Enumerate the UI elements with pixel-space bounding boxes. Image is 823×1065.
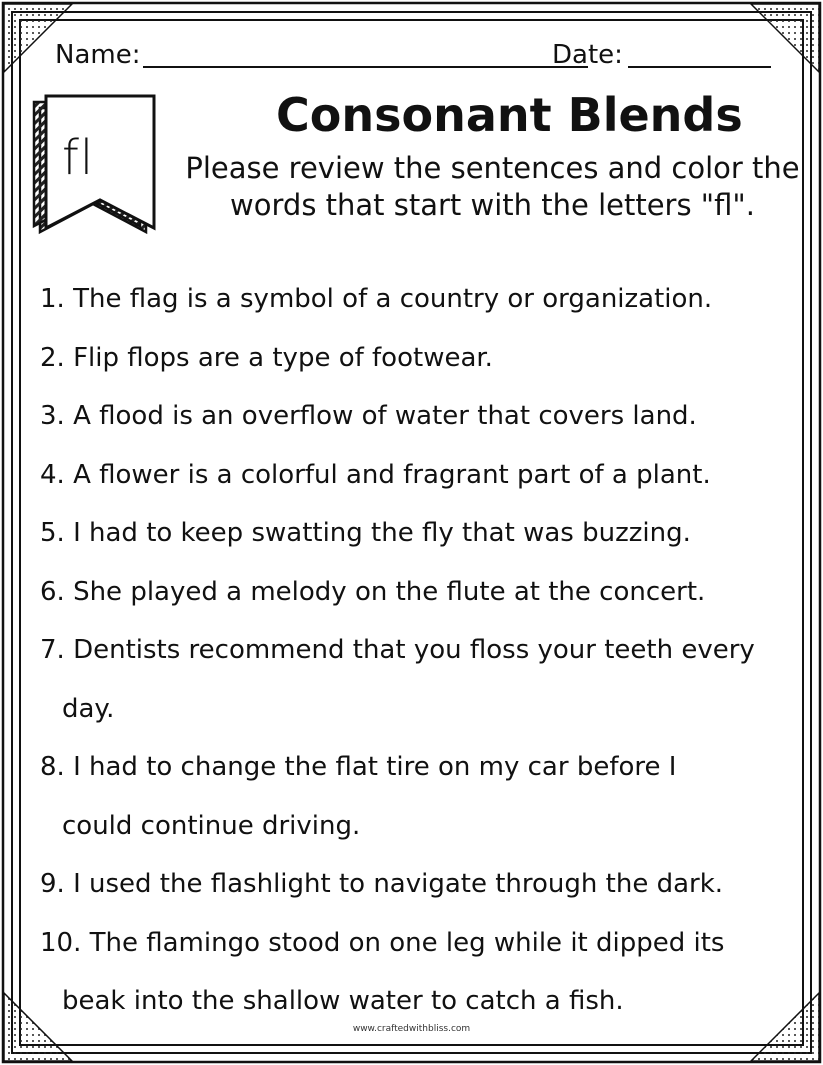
sentence-number: 1.: [40, 284, 65, 314]
sentence-text: A flower is a colorful and fragrant part of a plant.: [73, 459, 711, 490]
sentence-text: I had to keep swatting the fly that was buzzing.: [73, 518, 691, 548]
sentence-text: I had to change the flat tire on my car before I: [73, 752, 677, 782]
sentence-number: 9.: [40, 869, 65, 899]
sentence-item[interactable]: [40, 387, 810, 446]
sentence-text: beak into the shallow water to catch a fish.: [62, 986, 624, 1016]
footer-url: www.craftedwithbliss.com: [352, 1024, 471, 1034]
sentence-number: 8.: [40, 752, 65, 782]
sentence-item[interactable]: [40, 914, 810, 973]
banner-flag-icon: [30, 92, 160, 242]
sentence-item[interactable]: [40, 563, 810, 622]
sentence-item[interactable]: [40, 621, 810, 680]
name-blank-line[interactable]: [143, 66, 588, 68]
sentence-number: 5.: [40, 518, 65, 548]
sentence-text: The flag is a symbol of a country or organization.: [73, 284, 713, 314]
sentence-text: could continue driving.: [62, 810, 361, 841]
sentence-number: 2.: [40, 342, 65, 373]
sentence-number: 10.: [40, 927, 82, 958]
date-blank-line[interactable]: [628, 66, 771, 68]
sentence-number: 7.: [40, 635, 65, 665]
sentence-item[interactable]: [40, 855, 810, 914]
date-label: Date:: [552, 40, 623, 70]
header-fields: [55, 40, 770, 76]
sentence-text: Flip flops are a type of footwear.: [73, 342, 493, 373]
sentence-text: day.: [62, 693, 115, 724]
sentence-list: [40, 270, 810, 1031]
sentence-item[interactable]: [40, 270, 810, 329]
sentence-text: Dentists recommend that you floss your teeth every: [73, 635, 755, 665]
sentence-item[interactable]: [40, 446, 810, 505]
sentence-item[interactable]: [40, 329, 810, 388]
instructions: Please review the sentences and color the words that start with the letters "fl".: [185, 151, 800, 222]
sentence-continuation[interactable]: [40, 972, 810, 1031]
name-label: Name:: [55, 40, 141, 70]
badge-letters: fl: [62, 130, 95, 186]
sentence-item[interactable]: [40, 738, 810, 797]
page-title: Consonant Blends: [276, 88, 743, 142]
sentence-number: 3.: [40, 401, 65, 431]
sentence-continuation[interactable]: [40, 797, 810, 856]
sentence-text: The flamingo stood on one leg while it dipped its: [89, 927, 725, 958]
sentence-text: She played a melody on the flute at the concert.: [73, 576, 706, 607]
sentence-text: I used the flashlight to navigate through the dark.: [73, 869, 724, 899]
sentence-continuation[interactable]: [40, 680, 810, 739]
sentence-number: 6.: [40, 576, 65, 607]
sentence-item[interactable]: [40, 504, 810, 563]
sentence-text: A flood is an overflow of water that covers land.: [73, 401, 697, 431]
sentence-number: 4.: [40, 459, 65, 490]
